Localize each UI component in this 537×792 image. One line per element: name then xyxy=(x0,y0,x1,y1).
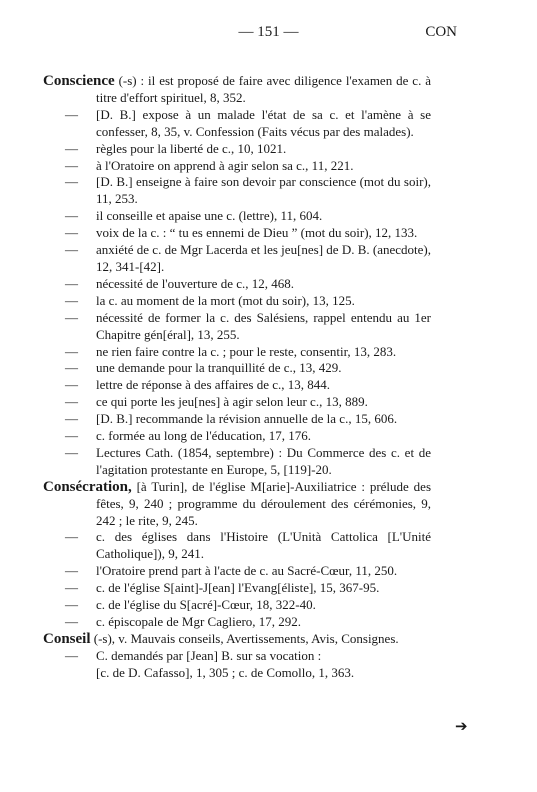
continue-arrow-icon: ➔ xyxy=(455,717,468,735)
index-subentry: — [D. B.] enseigne à faire son devoir par conscience (mot du soir), 11, 253. xyxy=(43,174,431,208)
index-subentry: — c. des églises dans l'Histoire (L'Unità Cattolica [L'Unité Catholique]), 9, 241. xyxy=(43,529,431,563)
index-subentry: — nécessité de l'ouverture de c., 12, 468. xyxy=(43,276,431,293)
index-subentry: — C. demandés par [Jean] B. sur sa vocation : xyxy=(43,648,431,665)
index-subentry: — Lectures Cath. (1854, septembre) : Du Commerce des c. et de l'agitation protestante en Europe, 5, [119]-20. xyxy=(43,445,431,479)
index-continuation: [c. de D. Cafasso], 1, 305 ; c. de Comollo, 1, 363. xyxy=(96,664,355,680)
index-entries xyxy=(43,73,431,682)
index-subentry: — anxiété de c. de Mgr Lacerda et les jeu[nes] de D. B. (anecdote), 12, 341-[42]. xyxy=(43,242,431,276)
index-subentry: — la c. au moment de la mort (mot du soir), 13, 125. xyxy=(43,293,431,310)
index-subentry: — il conseille et apaise une c. (lettre), 11, 604. xyxy=(43,208,431,225)
index-subentry: — nécessité de former la c. des Salésiens, rappel entendu au 1er Chapitre gén[éral], 13, 255. xyxy=(43,310,431,344)
index-subentry: — [D. B.] recommande la révision annuelle de la c., 15, 606. xyxy=(43,411,431,428)
index-subentry: — c. formée au long de l'éducation, 17, 176. xyxy=(43,428,431,445)
index-subentry: — règles pour la liberté de c., 10, 1021. xyxy=(43,141,431,158)
index-subentry: — c. de l'église du S[acré]-Cœur, 18, 322-40. xyxy=(43,597,431,614)
index-subentry: — à l'Oratoire on apprend à agir selon sa c., 11, 221. xyxy=(43,158,431,175)
index-subentry: — [D. B.] expose à un malade l'état de sa c. et l'amène à se confesser, 8, 35, v. Confession (Faits vécus par des malades). xyxy=(43,107,431,141)
index-entry-head: Conscience (-s) : il est proposé de faire avec diligence l'examen de c. à titre d'effort spirituel, 8, 352. xyxy=(43,73,431,105)
section-key: CON xyxy=(425,24,457,40)
index-subentry: — c. épiscopale de Mgr Cagliero, 17, 292. xyxy=(43,614,431,631)
page-number: — 151 — xyxy=(238,24,299,40)
index-entry-head: Consécration, [à Turin], de l'église M[arie]-Auxiliatrice : prélude des fêtes, 9, 240 ; programme du déroulement des cérémonies, 9, 242 ; le rite, 9, 245. xyxy=(43,478,431,528)
index-subentry: — ne rien faire contre la c. ; pour le reste, consentir, 13, 283. xyxy=(43,344,431,361)
index-subentry: — voix de la c. : “ tu es ennemi de Dieu ” (mot du soir), 12, 133. xyxy=(43,225,431,242)
index-subentry: — c. de l'église S[aint]-J[ean] l'Evang[éliste], 15, 367-95. xyxy=(43,580,431,597)
index-subentry: — l'Oratoire prend part à l'acte de c. au Sacré-Cœur, 11, 250. xyxy=(43,563,431,580)
index-subentry: — lettre de réponse à des affaires de c., 13, 844. xyxy=(43,377,431,394)
index-entry-head: Conseil (-s), v. Mauvais conseils, Avertissements, Avis, Consignes. xyxy=(43,630,399,647)
index-subentry: — une demande pour la tranquillité de c., 13, 429. xyxy=(43,360,431,377)
index-subentry: — ce qui porte les jeu[nes] à agir selon leur c., 13, 889. xyxy=(43,394,431,411)
